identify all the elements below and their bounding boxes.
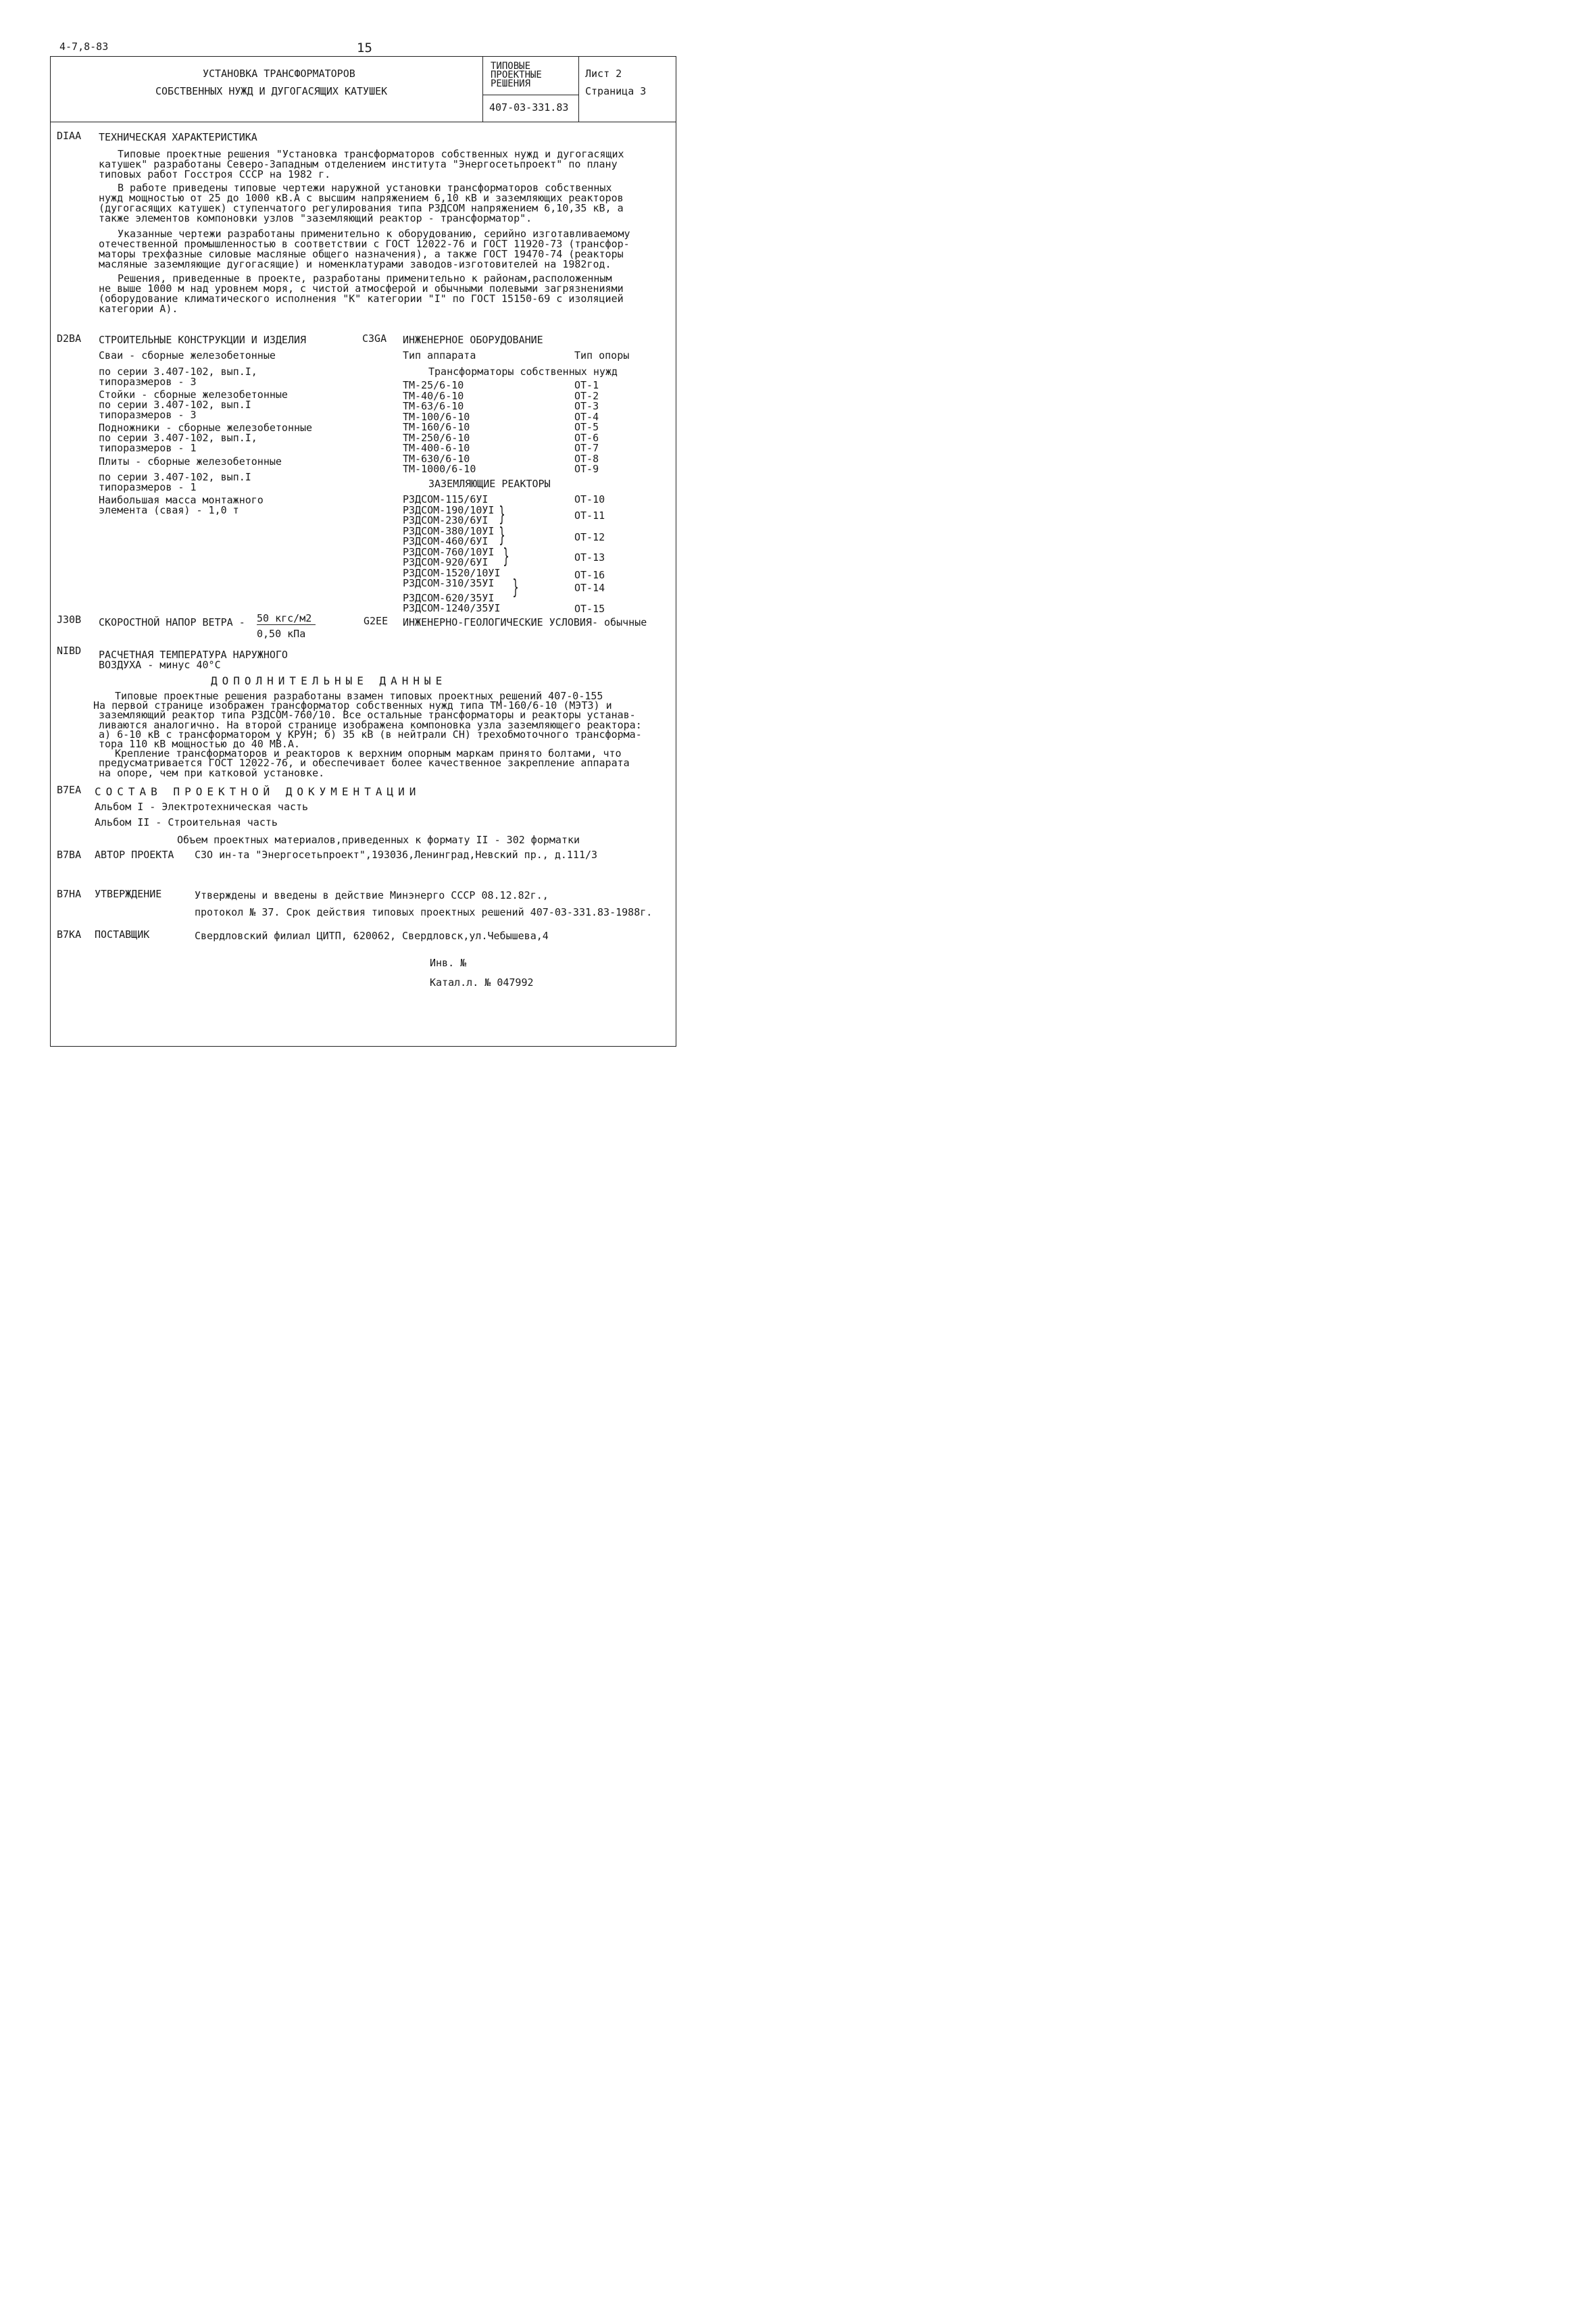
list-item: РЗДСОМ-230/6УI — [403, 514, 489, 526]
title-line-2: СОБСТВЕННЫХ НУЖД И ДУГОГАСЯЩИХ КАТУШЕК — [155, 85, 388, 97]
tpr-number: 407-03-331.83 — [489, 101, 569, 114]
list-item: РЗДСОМ-190/10УI — [403, 503, 495, 516]
approval-label: УТВЕРЖДЕНИЕ — [95, 888, 162, 900]
construction-heading: СТРОИТЕЛЬНЫЕ КОНСТРУКЦИИ И ИЗДЕЛИЯ — [99, 334, 307, 346]
brace-mark: } — [499, 524, 505, 547]
list-item: РЗДСОМ-1240/35УI — [403, 602, 501, 614]
table-row: ТМ-630/6-10 — [403, 452, 470, 465]
author-label: АВТОР ПРОЕКТА — [95, 849, 174, 861]
document-code: 4-7,8-83 — [59, 41, 109, 53]
table-row: ТМ-400-6-10 — [403, 442, 470, 454]
table-row: ТМ-40/6-10 — [403, 389, 464, 402]
table-row: ТМ-1000/6-10 — [403, 463, 476, 475]
reactor-types — [403, 495, 501, 614]
transformers-subheading: Трансформаторы собственных нужд — [428, 366, 618, 378]
approval-line-2: протокол № 37. Срок действия типовых проектных решений 407-03-331.83-1988г. — [195, 906, 653, 918]
list-item: РЗДСОМ-760/10УI — [403, 545, 495, 558]
supplier-label: ПОСТАВЩИК — [95, 928, 150, 941]
list-item: РЗДСОМ-920/6УI — [403, 556, 489, 568]
list-item: РЗДСОМ-115/6УI — [403, 493, 489, 505]
section-code-temperature: NIBD — [57, 645, 82, 657]
section-code-equipment: C3GA — [362, 332, 387, 345]
page-number: 15 — [357, 41, 372, 55]
tech-paragraph-3: Указанные чертежи разработаны применительно к оборудованию, серийно изготавливаемому отечественной промышленностью в соответствии с ГОСТ 12022-76 и ГОСТ 11920-73 (трансфор- маторы трехфазные силовые масляные общего назначения), а также ГОСТ 19470-74 (реакторы масляные заземляющие дугогасящие) и номенклатурами заводов-изготовителей на 1982год. — [99, 228, 630, 270]
list-item: РЗДСОМ-1520/10УI — [403, 566, 501, 579]
list-item: РЗДСОМ-460/6УI — [403, 535, 489, 547]
section-code-supplier: B7KA — [57, 928, 82, 941]
tech-paragraph-4: Решения, приведенные в проекте, разработаны применительно к районам,расположенным не выше 1000 м над уровнем моря, с чистой атмосферой и обычными полевыми загрязнениями (оборудование климатического исполнения "К" категории "I" по ГОСТ 15150-69 с изоляцией категории А). — [99, 272, 624, 315]
title-block-vline-1 — [482, 56, 483, 122]
composition-heading: СОСТАВ ПРОЕКТНОЙ ДОКУМЕНТАЦИИ — [95, 785, 421, 798]
geology-text: ИНЖЕНЕРНО-ГЕОЛОГИЧЕСКИЕ УСЛОВИЯ- обычные — [403, 616, 647, 628]
tech-paragraph-2: В работе приведены типовые чертежи наружной установки трансформаторов собственных нужд мощностью от 25 до 1000 кВ.А с высшим напряжением 6,10 кВ и заземляющих реакторов (дугогасящих катушек) ступенчатого регулирования типа РЗДСОМ напряжением 6,10,35 кВ, а также элементов компоновки узлов "заземляющий реактор - трансформатор". — [99, 182, 624, 224]
section-code-wind: J30B — [57, 614, 82, 626]
reactor-support: ОТ-11 — [574, 509, 605, 522]
brace-mark: } — [499, 503, 505, 526]
wind-value-kpa: 0,50 кПа — [257, 628, 306, 640]
album-2: Альбом II - Строительная часть — [95, 816, 278, 828]
table-row: ТМ-250/6-10 — [403, 431, 470, 444]
reactor-support: ОТ-10 — [574, 493, 605, 505]
transformer-supports: ОТ-1 ОТ-2 ОТ-3 ОТ-4 ОТ-5 ОТ-6 ОТ-7 ОТ-8 ОТ-9 — [574, 379, 599, 475]
sheet-label: Лист 2 — [585, 68, 622, 80]
album-1: Альбом I - Электротехническая часть — [95, 801, 309, 813]
tpr-label: ТИПОВЫЕ ПРОЕКТНЫЕ РЕШЕНИЯ — [491, 61, 542, 89]
section-code-tech: DIAA — [57, 130, 82, 142]
inventory-number: Инв. № — [430, 957, 467, 969]
brace-mark: } — [512, 576, 519, 599]
reactor-support: ОТ-13 — [574, 551, 605, 564]
brace-mark: } — [503, 545, 509, 568]
equipment-heading: ИНЖЕНЕРНОЕ ОБОРУДОВАНИЕ — [403, 334, 543, 346]
temperature-text: РАСЧЕТНАЯ ТЕМПЕРАТУРА НАРУЖНОГО ВОЗДУХА - минус 40°С — [99, 649, 288, 671]
page-label: Страница 3 — [585, 85, 647, 97]
catalog-number: Катал.л. № 047992 — [430, 976, 534, 989]
title-block-vline-2 — [578, 56, 579, 122]
table-row: ТМ-100/6-10 — [403, 410, 470, 423]
table-row: ТМ-63/6-10 — [403, 400, 464, 412]
reactors-subheading: ЗАЗЕМЛЯЮЩИЕ РЕАКТОРЫ — [428, 478, 551, 490]
author-text: СЗО ин-та "Энергосетьпроект",193036,Ленинград,Невский пр., д.111/3 — [195, 849, 598, 861]
section-code-construction: D2BA — [57, 332, 82, 345]
additional-data-text: Типовые проектные решения разработаны взамен типовых проектных решений 407-0-155 На первой странице изображен трансформатор собственных нужд типа ТМ-160/6-10 (МЭТЗ) и заземляющий реактор типа РЗДСОМ-760/10. Все остальные трансформаторы и реакторы устанав- ливаются аналогично. На второй странице изображена компоновка узла заземляющего реактора: а) 6-10 кВ с трансформатором у КРУН; б) 35 кВ (в нейтрали СН) трехобмоточного трансформа- тора 110 кВ мощностью до 40 МВ.А. Крепление трансформаторов и реакторов к верхним опорным маркам принято болтами, что предусматривается ГОСТ 12022-76, и обеспечивает более качественное закрепление аппарата на опоре, чем при катковой установке. — [93, 690, 642, 779]
section-code-composition: B7EA — [57, 784, 82, 796]
section-code-approval: B7HA — [57, 888, 82, 900]
reactor-support: ОТ-14 — [574, 582, 605, 594]
supplier-text: Свердловский филиал ЦИТП, 620062, Свердловск,ул.Чебышева,4 — [195, 930, 549, 942]
section-code-author: B7BA — [57, 849, 82, 861]
documentation-volume: Объем проектных материалов,приведенных к формату II - 302 форматки — [177, 834, 580, 846]
construction-list: Сваи - сборные железобетонные по серии 3.407-102, вып.I, типоразмеров - 3 Стойки - сборные железобетонные по серии 3.407-102, вып.I типоразмеров - 3 Подножники - сборные железобетонные по серии 3.407-102, вып.I, типоразмеров - 1 Плиты - сборные железобетонные по серии 3.407-102, вып.I типоразмеров - 1 Наибольшая масса монтажного элемента (свая) - 1,0 т — [99, 349, 313, 516]
tech-heading: ТЕХНИЧЕСКАЯ ХАРАКТЕРИСТИКА — [99, 131, 257, 143]
approval-line-1: Утверждены и введены в действие Минэнерго СССР 08.12.82г., — [195, 889, 549, 901]
reactor-support: ОТ-12 — [574, 531, 605, 543]
transformer-types — [403, 380, 476, 475]
tech-paragraph-1: Типовые проектные решения "Установка трансформаторов собственных нужд и дугогасящих катушек" разработаны Северо-Западным отделением института "Энергосетьпроект" по плану типовых работ Госстроя СССР на 1982 г. — [99, 148, 624, 180]
equipment-col-support: Тип опоры — [574, 349, 630, 362]
section-code-geology: G2EE — [364, 615, 389, 627]
wind-value-kgs: 50 кгс/м2 — [257, 614, 316, 625]
additional-data-heading: ДОПОЛНИТЕЛЬНЫЕ ДАННЫЕ — [211, 674, 447, 687]
reactor-support: ОТ-16 — [574, 569, 605, 581]
title-line-1: УСТАНОВКА ТРАНСФОРМАТОРОВ — [203, 68, 355, 80]
equipment-col-type: Тип аппарата — [403, 349, 476, 362]
list-item: РЗДСОМ-380/10УI — [403, 524, 495, 537]
wind-label: СКОРОСТНОЙ НАПОР ВЕТРА - — [99, 616, 245, 628]
list-item: РЗДСОМ-310/35УI — [403, 577, 495, 589]
table-row: ТМ-160/6-10 — [403, 421, 470, 433]
list-item: РЗДСОМ-620/35УI — [403, 591, 495, 604]
reactor-support: ОТ-15 — [574, 603, 605, 615]
table-row: ТМ-25/6-10 — [403, 379, 464, 391]
